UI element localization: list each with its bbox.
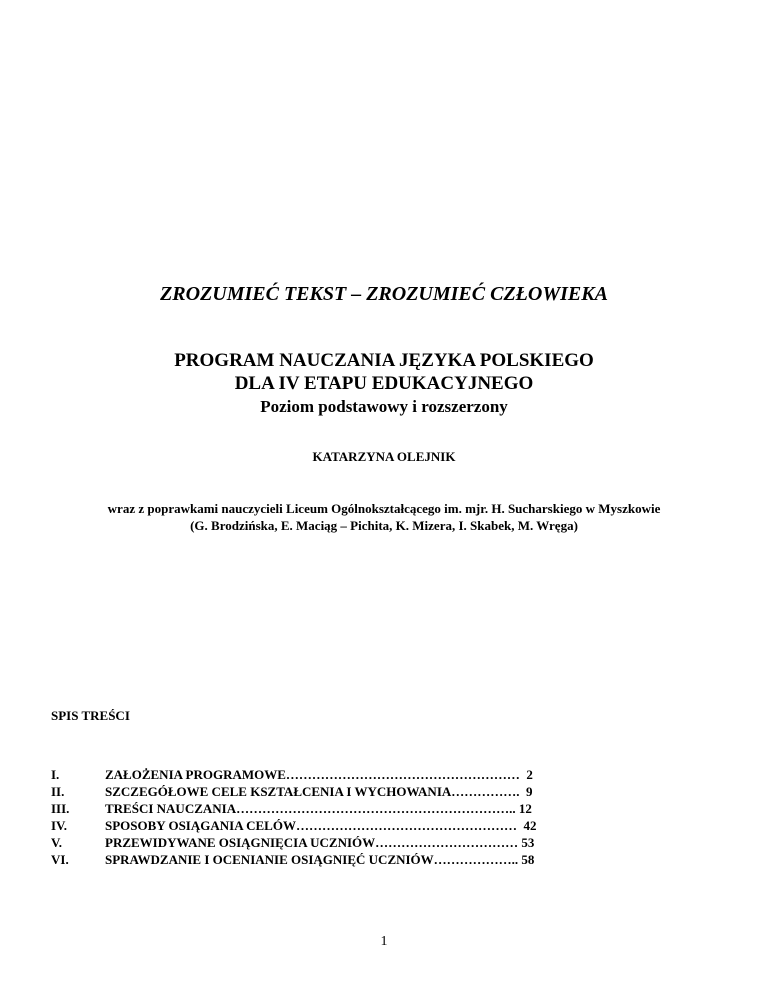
toc-item (51, 783, 611, 800)
toc-item (51, 800, 611, 817)
toc-item-title: SPOSOBY OSIĄGANIA CELÓW…………………………………………… 42 (105, 818, 537, 833)
toc-item-title: SPRAWDZANIE I OCENIANIE OSIĄGNIĘĆ UCZNIÓW……………….. 58 (105, 852, 535, 867)
toc-item-number: III. (51, 801, 70, 816)
document-title: ZROZUMIEĆ TEKST – ZROZUMIEĆ CZŁOWIEKA (160, 283, 608, 305)
toc-item (51, 851, 611, 868)
toc-item-number: II. (51, 784, 65, 799)
toc-item-title: TREŚCI NAUCZANIA……………………………………………………….. 12 (105, 801, 532, 816)
toc-item-number: IV. (51, 818, 68, 833)
program-title: PROGRAM NAUCZANIA JĘZYKA POLSKIEGO (174, 350, 594, 371)
toc-item-number: I. (51, 767, 60, 782)
page-number: 1 (380, 934, 388, 949)
author-name: KATARZYNA OLEJNIK (312, 449, 456, 464)
toc-item-number: VI. (51, 852, 69, 867)
toc-heading: SPIS TREŚCI (51, 708, 130, 723)
program-stage: DLA IV ETAPU EDUKACYJNEGO (234, 373, 534, 394)
toc-item-number: V. (51, 835, 62, 850)
credits-line-2: (G. Brodzińska, E. Maciąg – Pichita, K. Mizera, I. Skabek, M. Wręga) (190, 518, 578, 533)
table-of-contents (51, 766, 611, 868)
toc-item (51, 834, 611, 851)
toc-item (51, 817, 611, 834)
toc-item (51, 766, 611, 783)
program-level: Poziom podstawowy i rozszerzony (260, 397, 508, 416)
toc-item-title: PRZEWIDYWANE OSIĄGNIĘCIA UCZNIÓW…………………………… 53 (105, 835, 535, 850)
credits-line-1: wraz z poprawkami nauczycieli Liceum Ogólnokształcącego im. mjr. H. Sucharskiego w Myszkowie (107, 501, 661, 516)
toc-item-title: ZAŁOŻENIA PROGRAMOWE……………………………………………… 2 (105, 767, 533, 782)
toc-item-title: SZCZEGÓŁOWE CELE KSZTAŁCENIA I WYCHOWANIA……………. 9 (105, 784, 533, 799)
